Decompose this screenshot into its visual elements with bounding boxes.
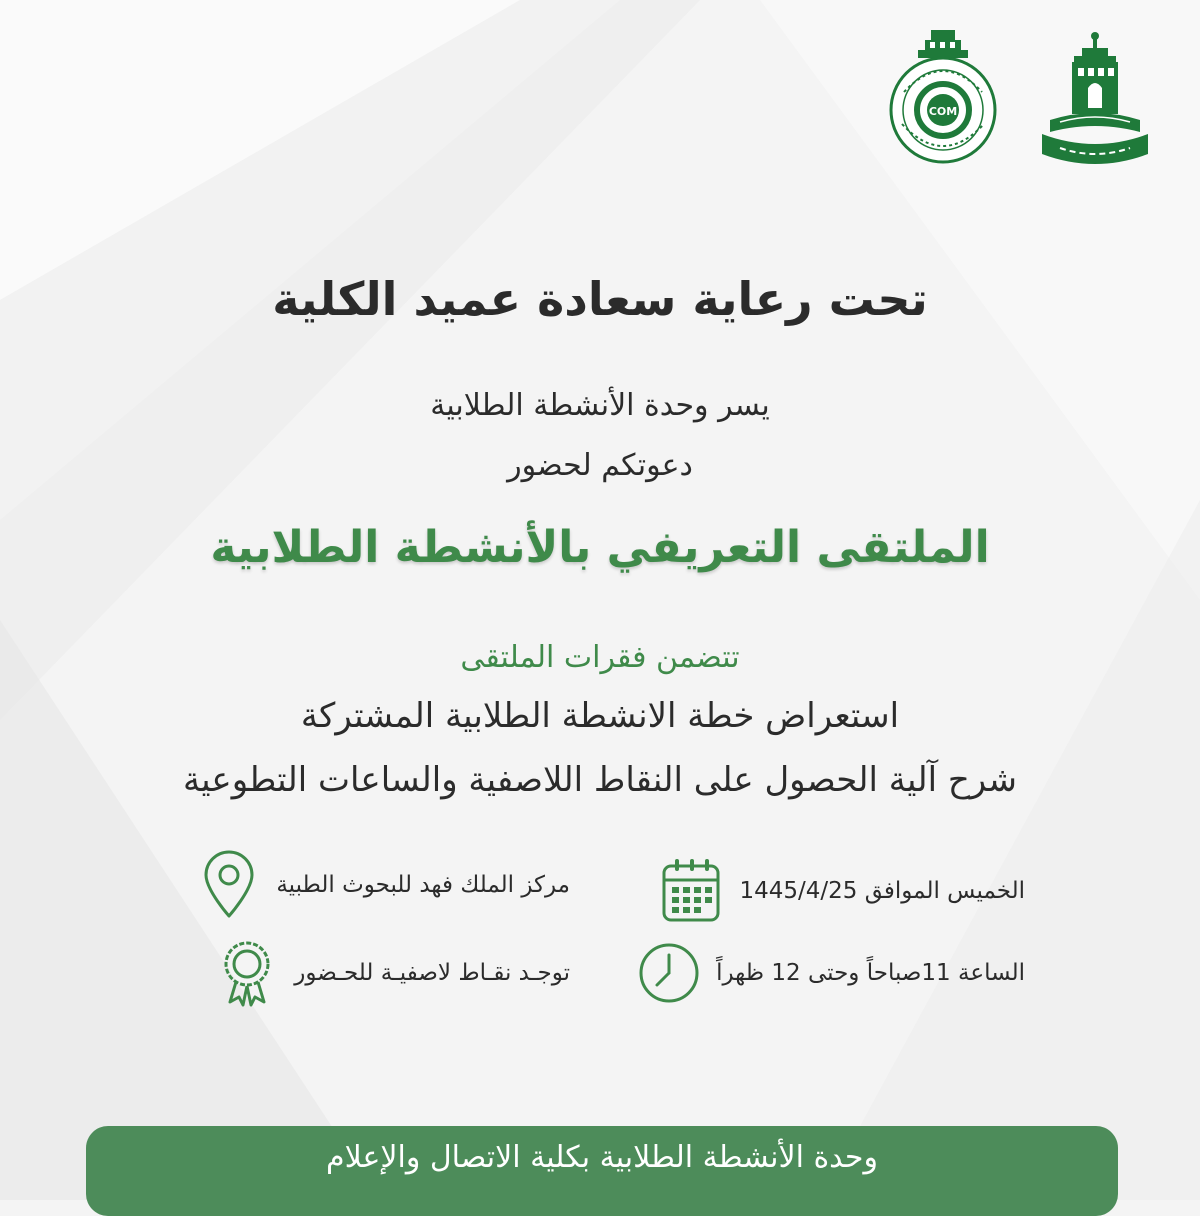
calendar-icon (659, 856, 725, 926)
faculty-communication-media-logo (878, 28, 1008, 168)
date-text: الخميس الموافق 1445/4/25 (739, 878, 1025, 904)
king-abdulaziz-university-logo (1030, 28, 1160, 168)
logo-row (878, 28, 1160, 168)
svg-text:COM: COM (928, 105, 958, 118)
footer-text: وحدة الأنشطة الطلابية بكلية الاتصال والإعلام (326, 1140, 878, 1175)
time-info (636, 938, 1025, 1008)
points-info (214, 938, 570, 1008)
invitation-line-2: دعوتكم لحضور (507, 448, 693, 483)
clock-icon (636, 938, 702, 1008)
date-info (659, 856, 1025, 926)
location-text: مركز الملك فهد للبحوث الطبية (276, 872, 570, 898)
event-title: الملتقى التعريفي بالأنشطة الطلابية (210, 522, 990, 573)
program-item: شرح آلية الحصول على النقاط اللاصفية والساعات التطوعية (182, 760, 1018, 800)
invitation-line-1: يسر وحدة الأنشطة الطلابية (430, 388, 770, 423)
program-item: استعراض خطة الانشطة الطلابية المشتركة (300, 696, 900, 736)
program-heading: تتضمن فقرات الملتقى (460, 640, 740, 675)
time-text: الساعة 11صباحاً وحتى 12 ظهراً (716, 960, 1025, 986)
patronage-heading: تحت رعاية سعادة عميد الكلية (272, 272, 928, 326)
award-badge-icon (214, 938, 280, 1008)
location-pin-icon (196, 850, 262, 920)
points-text: توجـد نقـاط لاصفيـة للحـضور (294, 960, 570, 986)
location-info (196, 850, 570, 920)
